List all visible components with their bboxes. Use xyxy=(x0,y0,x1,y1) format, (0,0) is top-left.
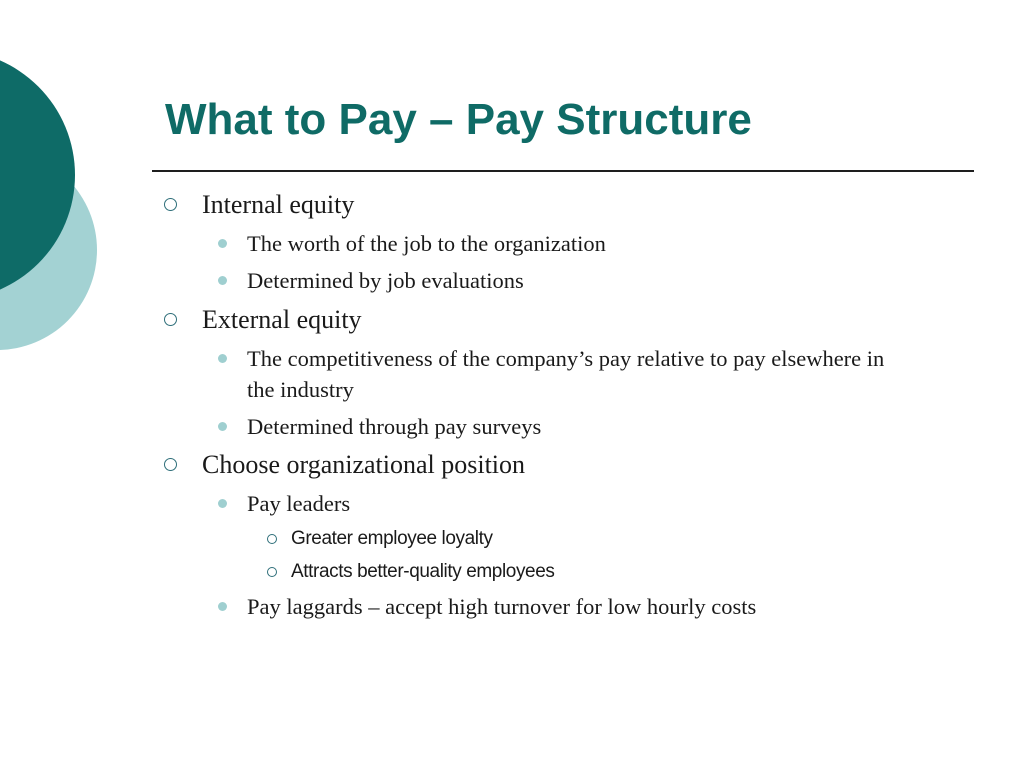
bullet-text: The competitiveness of the company’s pay relative to pay elsewhere in the industry xyxy=(247,346,885,402)
bullet-internal-equity xyxy=(202,190,962,220)
decorative-circles xyxy=(0,0,110,420)
title-divider xyxy=(152,170,974,172)
sub-sub-bullet-loyalty xyxy=(291,527,931,551)
filled-circle-icon xyxy=(218,499,227,508)
bullet-text: Pay leaders xyxy=(247,491,351,516)
bullet-text: Determined through pay surveys xyxy=(247,414,542,439)
bullet-text: Choose organizational position xyxy=(202,450,526,479)
bullet-text: Greater employee loyalty xyxy=(291,528,493,549)
sub-bullet-job-evaluations xyxy=(247,265,947,296)
bullet-text: External equity xyxy=(202,305,362,334)
hollow-circle-icon xyxy=(164,198,177,211)
bullet-text: Determined by job evaluations xyxy=(247,268,524,293)
slide-title: What to Pay – Pay Structure xyxy=(165,95,752,144)
sub-sub-bullet-better-employees xyxy=(291,560,931,584)
filled-circle-icon xyxy=(218,354,227,363)
hollow-circle-icon xyxy=(267,534,277,544)
filled-circle-icon xyxy=(218,239,227,248)
sub-bullet-competitiveness xyxy=(247,343,887,405)
filled-circle-icon xyxy=(218,422,227,431)
filled-circle-icon xyxy=(218,602,227,611)
sub-bullet-pay-leaders xyxy=(247,488,947,519)
bullet-text: Attracts better-quality employees xyxy=(291,561,555,582)
bullet-text: Pay laggards – accept high turnover for low hourly costs xyxy=(247,594,757,619)
sub-bullet-pay-laggards xyxy=(247,591,947,622)
hollow-circle-icon xyxy=(164,458,177,471)
hollow-circle-icon xyxy=(164,313,177,326)
hollow-circle-icon xyxy=(267,567,277,577)
bullet-text: The worth of the job to the organization xyxy=(247,231,606,256)
sub-bullet-pay-surveys xyxy=(247,411,947,442)
bullet-external-equity xyxy=(202,305,962,335)
bullet-text: Internal equity xyxy=(202,190,355,219)
sub-bullet-worth-of-job xyxy=(247,228,947,259)
bullet-organizational-position xyxy=(202,450,962,480)
filled-circle-icon xyxy=(218,276,227,285)
